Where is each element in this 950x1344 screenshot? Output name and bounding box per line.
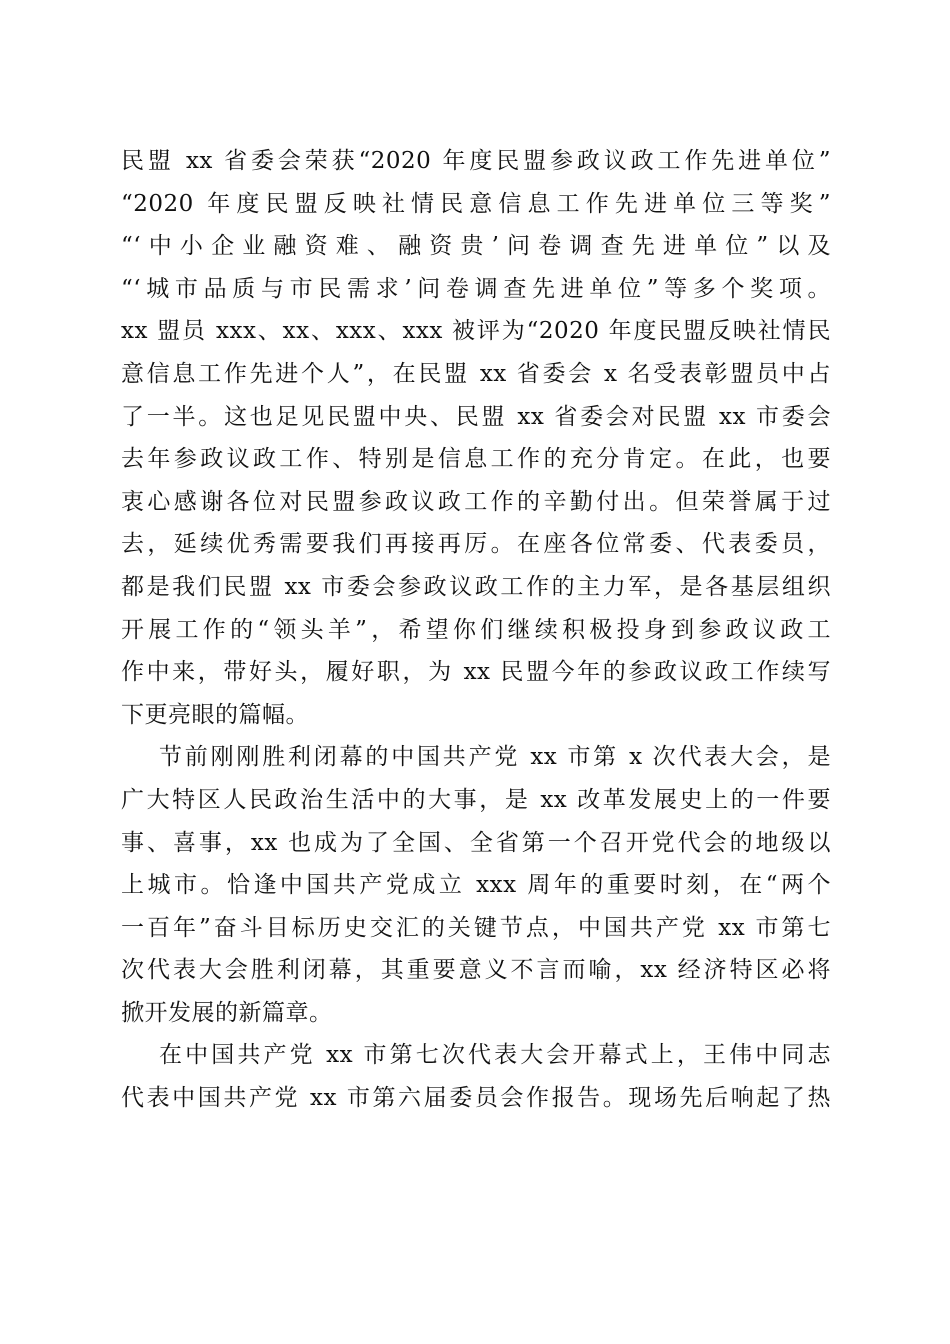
text-line: xx 盟员 xxx、xx、xxx、xxx 被评为“2020 年度民盟反映社情民 bbox=[121, 318, 831, 345]
text-line: 去，延续优秀需要我们再接再厉。在座各位常委、代表委员， bbox=[121, 531, 831, 558]
text-line: 事、喜事，xx 也成为了全国、全省第一个召开党代会的地级以 bbox=[121, 829, 831, 856]
text-line: 一百年”奋斗目标历史交汇的关键节点，中国共产党 xx 市第七 bbox=[121, 914, 831, 941]
text-line: 在中国共产党 xx 市第七次代表大会开幕式上，王伟中同志 bbox=[159, 1042, 831, 1069]
text-line: 代表中国共产党 xx 市第六届委员会作报告。现场先后响起了热 bbox=[121, 1085, 831, 1112]
text-line: 上城市。恰逢中国共产党成立 xxx 周年的重要时刻，在“两个 bbox=[121, 872, 831, 899]
text-line: 次代表大会胜利闭幕，其重要意义不言而喻，xx 经济特区必将 bbox=[121, 957, 831, 984]
text-line: 民盟 xx 省委会荣获“2020 年度民盟参政议政工作先进单位” bbox=[121, 148, 831, 174]
text-line: 节前刚刚胜利闭幕的中国共产党 xx 市第 x 次代表大会，是 bbox=[159, 744, 831, 771]
body-text bbox=[121, 140, 831, 1120]
text-line: “‘城市品质与市民需求’问卷调查先进单位”等多个奖项。 bbox=[121, 275, 831, 302]
text-line: 下更亮眼的篇幅。 bbox=[121, 701, 309, 728]
text-line: 开展工作的“领头羊”，希望你们继续积极投身到参政议政工 bbox=[121, 616, 831, 643]
text-line: 了一半。这也足见民盟中央、民盟 xx 省委会对民盟 xx 市委会 bbox=[121, 403, 831, 430]
text-line: 广大特区人民政治生活中的大事，是 xx 改革发展史上的一件要 bbox=[121, 786, 831, 813]
text-line: 掀开发展的新篇章。 bbox=[121, 999, 333, 1026]
text-line: 都是我们民盟 xx 市委会参政议政工作的主力军，是各基层组织 bbox=[121, 573, 831, 600]
text-line: 意信息工作先进个人”，在民盟 xx 省委会 x 名受表彰盟员中占 bbox=[121, 360, 831, 387]
text-line: 衷心感谢各位对民盟参政议政工作的辛勤付出。但荣誉属于过 bbox=[121, 488, 831, 515]
text-line: “2020 年度民盟反映社情民意信息工作先进单位三等奖” bbox=[121, 190, 831, 217]
text-line: 作中来，带好头，履好职，为 xx 民盟今年的参政议政工作续写 bbox=[121, 659, 831, 686]
text-line: “‘中小企业融资难、融资贵’问卷调查先进单位”以及 bbox=[121, 233, 831, 260]
text-line: 去年参政议政工作、特别是信息工作的充分肯定。在此，也要 bbox=[121, 446, 831, 473]
